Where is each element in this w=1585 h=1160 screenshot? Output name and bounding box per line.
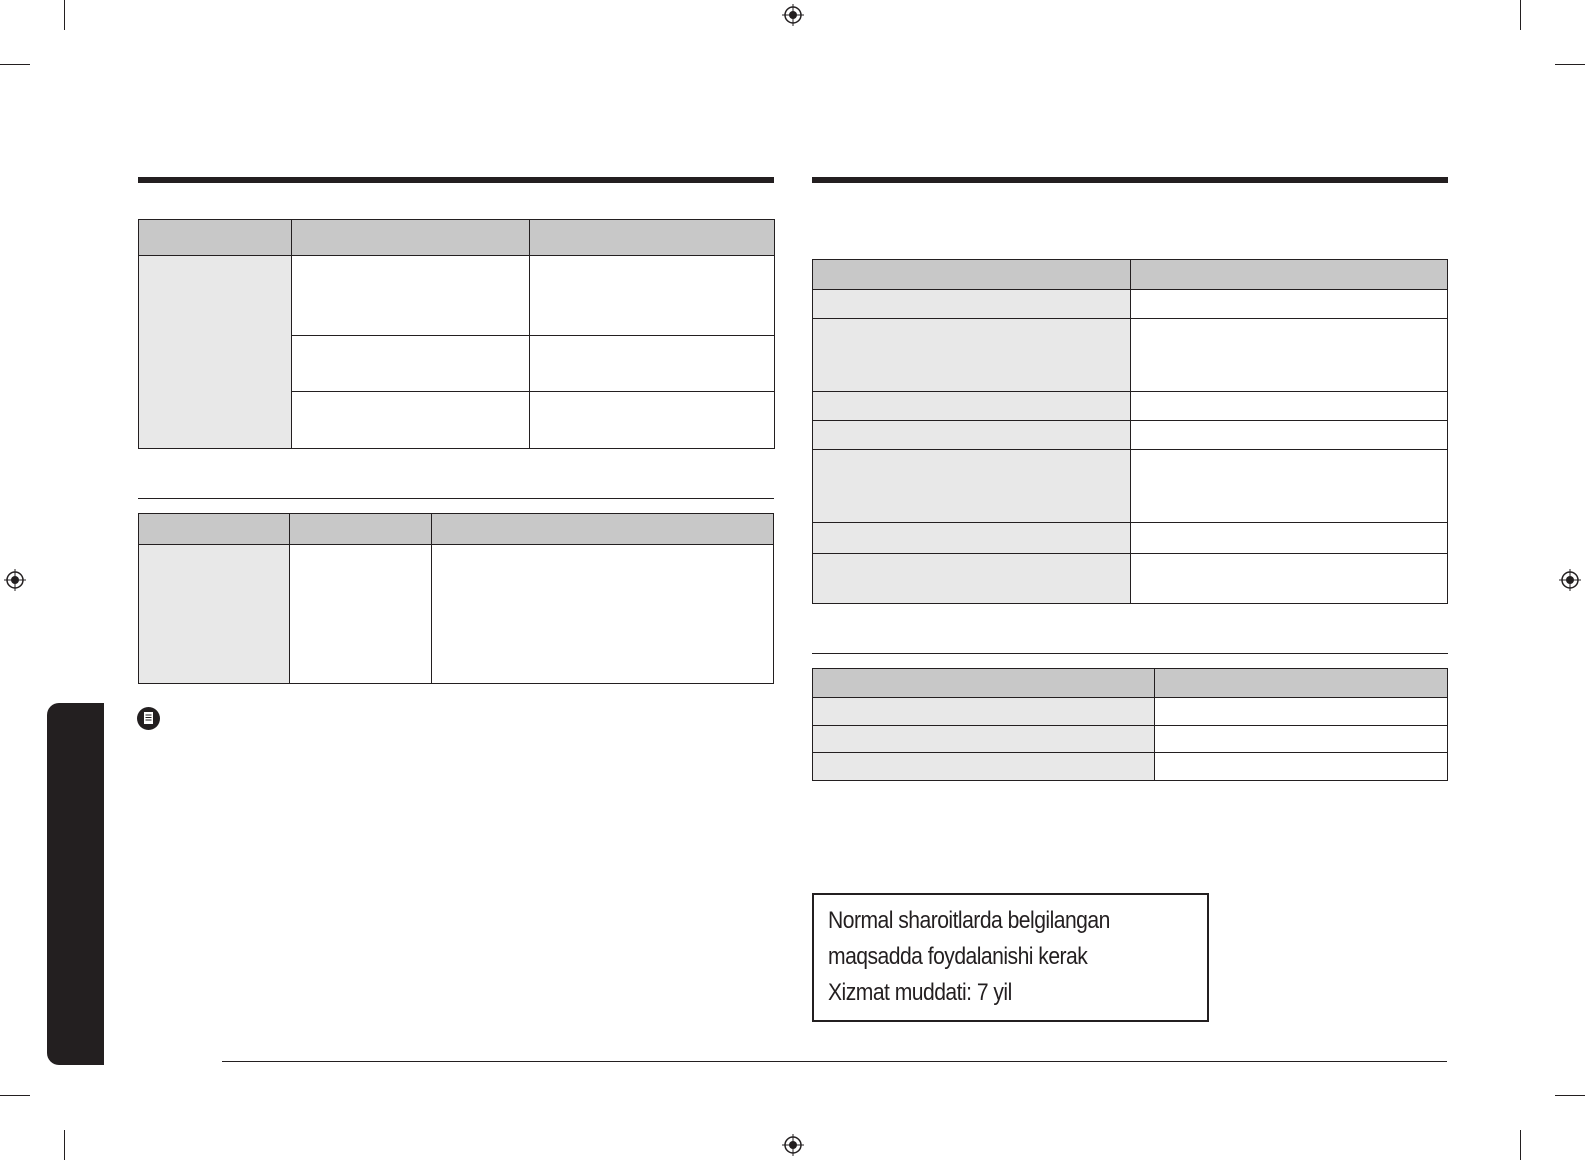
notice-line: Xizmat muddati: 7 yil [828,979,1012,1006]
table-cell [139,544,289,683]
table-header-row [139,514,773,544]
registration-mark-icon [1559,569,1581,591]
notice-line: maqsadda foydalanishi kerak [828,943,1088,970]
crop-mark-top-left [64,0,65,30]
crop-mark-bottom-left [64,1130,65,1160]
crop-mark-top-left-h [0,64,30,65]
left-table-1 [138,219,775,449]
section-divider [138,498,774,499]
notice-line: Normal sharoitlarda belgilangan [828,907,1110,934]
chapter-side-tab [47,703,104,1065]
note-icon [137,707,160,730]
crop-mark-top-right [1520,0,1521,30]
right-table-1 [812,259,1448,604]
registration-mark-icon [782,4,804,26]
right-table-2 [812,668,1448,781]
crop-mark-top-right-h [1555,64,1585,65]
table-header-row [813,669,1447,697]
footer-rule [222,1061,1447,1062]
left-column-header-bar [138,177,774,183]
crop-mark-bottom-left-h [0,1095,30,1096]
left-table-2 [138,513,774,684]
registration-mark-icon [782,1134,804,1156]
crop-mark-bottom-right [1520,1130,1521,1160]
table-cell [139,255,292,448]
right-column-header-bar [812,177,1448,183]
table-header-row [139,220,774,255]
section-divider [812,653,1448,654]
service-life-notice [812,893,1209,1022]
crop-mark-bottom-right-h [1555,1095,1585,1096]
registration-mark-icon [4,569,26,591]
